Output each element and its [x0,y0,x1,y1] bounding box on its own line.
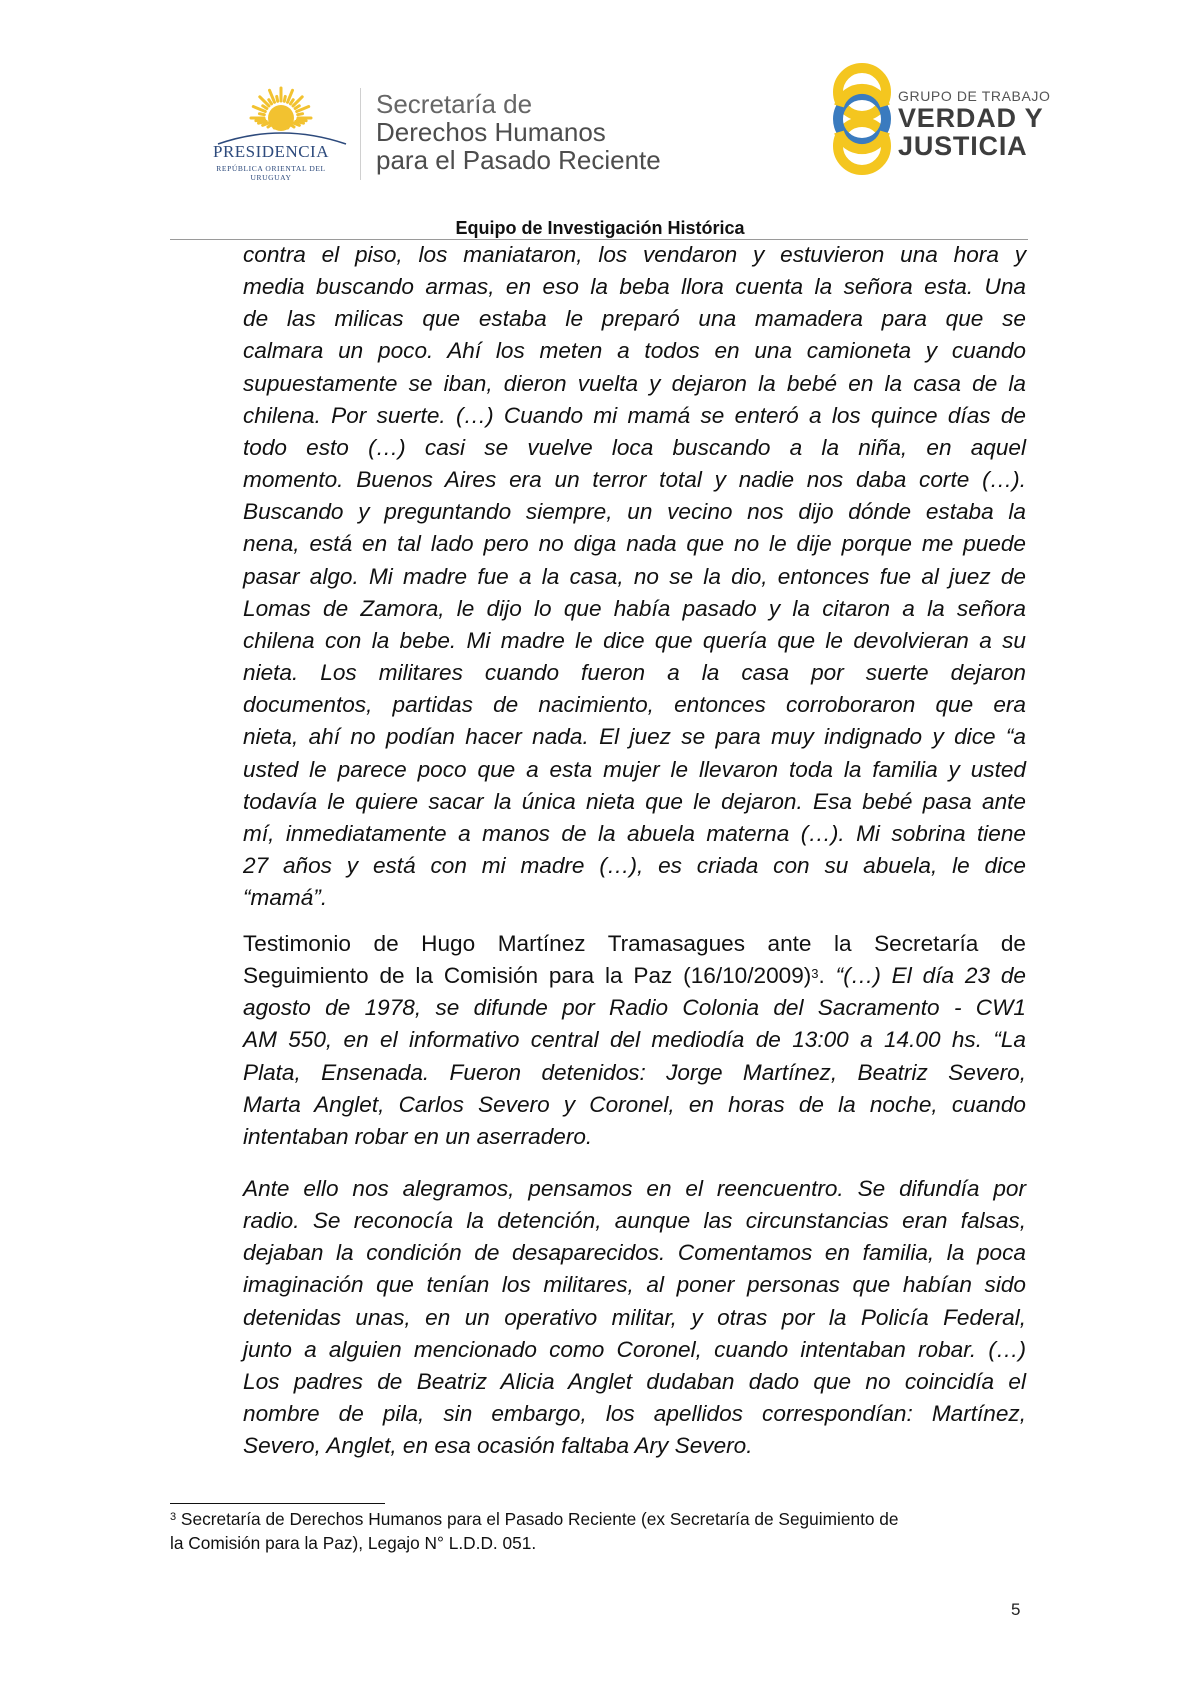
gtvj-line-2: VERDAD Y [898,103,1044,133]
testimony-paragraph [243,928,1026,1153]
verdad-justicia-title [898,88,1050,160]
citation-punct: . [818,963,836,989]
text-line: momento. Buenos Aires era un terror total y nadie nos daba corte (…). [243,467,1026,493]
text-line: Buscando y preguntando siempre, un vecino nos dijo dónde estaba la [243,499,1026,525]
text-line: Ante ello nos alegramos, pensamos en el reencuentro. Se difundía por [243,1176,1026,1201]
presidencia-subtitle: REPÚBLICA ORIENTAL DEL URUGUAY [216,164,326,182]
text-line: documentos, partidas de nacimiento, entonces corroboraron que era [243,692,1026,718]
text-line: detenidas unas, en un operativo militar, y otras por la Policía Federal, [243,1304,1026,1330]
secretaria-line-2: Derechos Humanos [376,117,606,147]
text-line: imaginación que tenían los militares, al poner personas que habían sido [243,1272,1026,1298]
text-line: agosto de 1978, se difunde por Radio Colonia del Sacramento - CW1 [243,995,1026,1021]
sun-ray [293,97,302,106]
sun-ray [269,100,272,104]
sun-ray [298,114,303,115]
footnote-text: Secretaría de Derechos Humanos para el Pasado Reciente (ex Secretaría de Seguimiento de [176,1509,899,1529]
text-line: junto a alguien mencionado como Coronel, cuando intentaban robar. (…) [243,1336,1026,1362]
text-line: todavía le quiere sacar la única nieta que le dejaron. Esa bebé pasa ante [243,788,1026,814]
text-line: todo esto (…) casi se vuelve loca buscando a la niña, en aquel [243,434,1026,460]
footnote-rule [170,1503,385,1504]
footnote-marker: 3 [170,1511,177,1523]
footnote-ref: 3 [811,966,819,982]
logo-divider [360,88,361,180]
sun-ray [277,96,278,101]
text-line: dejaban la condición de desaparecidos. Comentamos en familia, la poca [243,1240,1026,1266]
text-line: intentaban robar en un aserradero. [243,1123,593,1149]
text-line: “mamá”. [243,885,328,911]
text-line: calmara un poco. Ahí los meten a todos en una camioneta y cuando [243,338,1026,364]
secretaria-line-1: Secretaría de [376,89,533,119]
sun-ray [284,96,285,101]
sun-ray [295,106,299,109]
text-line: supuestamente se iban, dieron vuelta y dejaron la bebé en la casa de la [243,370,1026,396]
text-line: nieta. Los militares cuando fueron a la casa por suerte dejaron [243,660,1026,686]
text-line: Plata, Ensenada. Fueron detenidos: Jorge Martínez, Beatriz Severo, [243,1059,1026,1085]
footnote-line-2: la Comisión para la Paz), Legajo N° L.D.D. 051. [170,1533,537,1553]
text-line: nena, está en tal lado pero no diga nada que no le dije porque me puede [243,531,1026,557]
citation-text: Seguimiento de la Comisión para la Paz (16/10/2009) [243,963,812,989]
quote-paragraph-1 [243,239,1026,914]
text-line: nombre de pila, sin embargo, los apellidos correspondían: Martínez, [243,1401,1026,1427]
text-line: Los padres de Beatriz Alicia Anglet dudaban dado que no coincidía el [243,1368,1026,1394]
quote-continuation [243,992,1026,1153]
text-line: Severo, Anglet, en esa ocasión faltaba Ary Severo. [243,1433,753,1459]
text-line: mí, inmediatamente a manos de la abuela materna (…). Mi sobrina tiene [243,820,1026,846]
text-line: usted le parece poco que a esta mujer le llevaron toda la familia y usted [243,756,1026,782]
gtvj-line-1: GRUPO DE TRABAJO [898,88,1051,104]
quote-paragraph-3 [243,1173,1026,1462]
text-line: Marta Anglet, Carlos Severo y Coronel, en horas de la noche, cuando [243,1091,1026,1117]
text-line: chilena. Por suerte. (…) Cuando mi mamá se enteró a los quince días de [243,402,1026,428]
footnote-line-1 [170,1507,1028,1531]
text-line: radio. Se reconocía la detención, aunque las circunstancias eran falsas, [243,1208,1026,1234]
text-line [243,960,1026,992]
text-line: media buscando armas, en eso la beba llora cuenta la señora esta. Una [243,274,1026,300]
text-line: chilena con la bebe. Mi madre le dice que quería que le devolvieran a su [243,627,1026,653]
sun-ray [290,100,293,104]
sun-ray [256,120,265,121]
team-heading: Equipo de Investigación Histórica [455,218,745,238]
text-line: 27 años y está con mi madre (…), es criada con su abuela, le dice [243,852,1026,878]
page-number: 5 [1011,1600,1021,1619]
text-line: contra el piso, los maniataron, los vendaron y estuvieron una hora y [243,242,1026,267]
text-line: nieta, ahí no podían hacer nada. El juez se para muy indignado y dice “a [243,724,1026,750]
text-line: Lomas de Zamora, le dijo lo que había pasado y la citaron a la señora [243,595,1026,621]
quote-start: “(…) El día 23 de [835,963,1026,989]
footnote [170,1507,1028,1555]
secretaria-line-3: para el Pasado Reciente [376,145,661,175]
sun-ray [297,120,306,121]
sun-ray [259,114,264,115]
text-line: pasar algo. Mi madre fue a la casa, no se la dio, entonces fue al juez de [243,563,1026,589]
sun-ray [260,97,269,106]
verdad-justicia-rings-logo [822,56,902,182]
secretaria-title [376,90,661,174]
text-line: Testimonio de Hugo Martínez Tramasagues ante la Secretaría de [243,931,1026,956]
text-line: de las milicas que estaba le preparó una mamadera para que se [243,306,1026,332]
sun-ray [263,106,267,109]
gtvj-line-3: JUSTICIA [898,131,1028,161]
presidencia-name: PRESIDENCIA [212,142,329,161]
text-line: AM 550, en el informativo central del mediodía de 13:00 a 14.00 hs. “La [243,1027,1026,1053]
